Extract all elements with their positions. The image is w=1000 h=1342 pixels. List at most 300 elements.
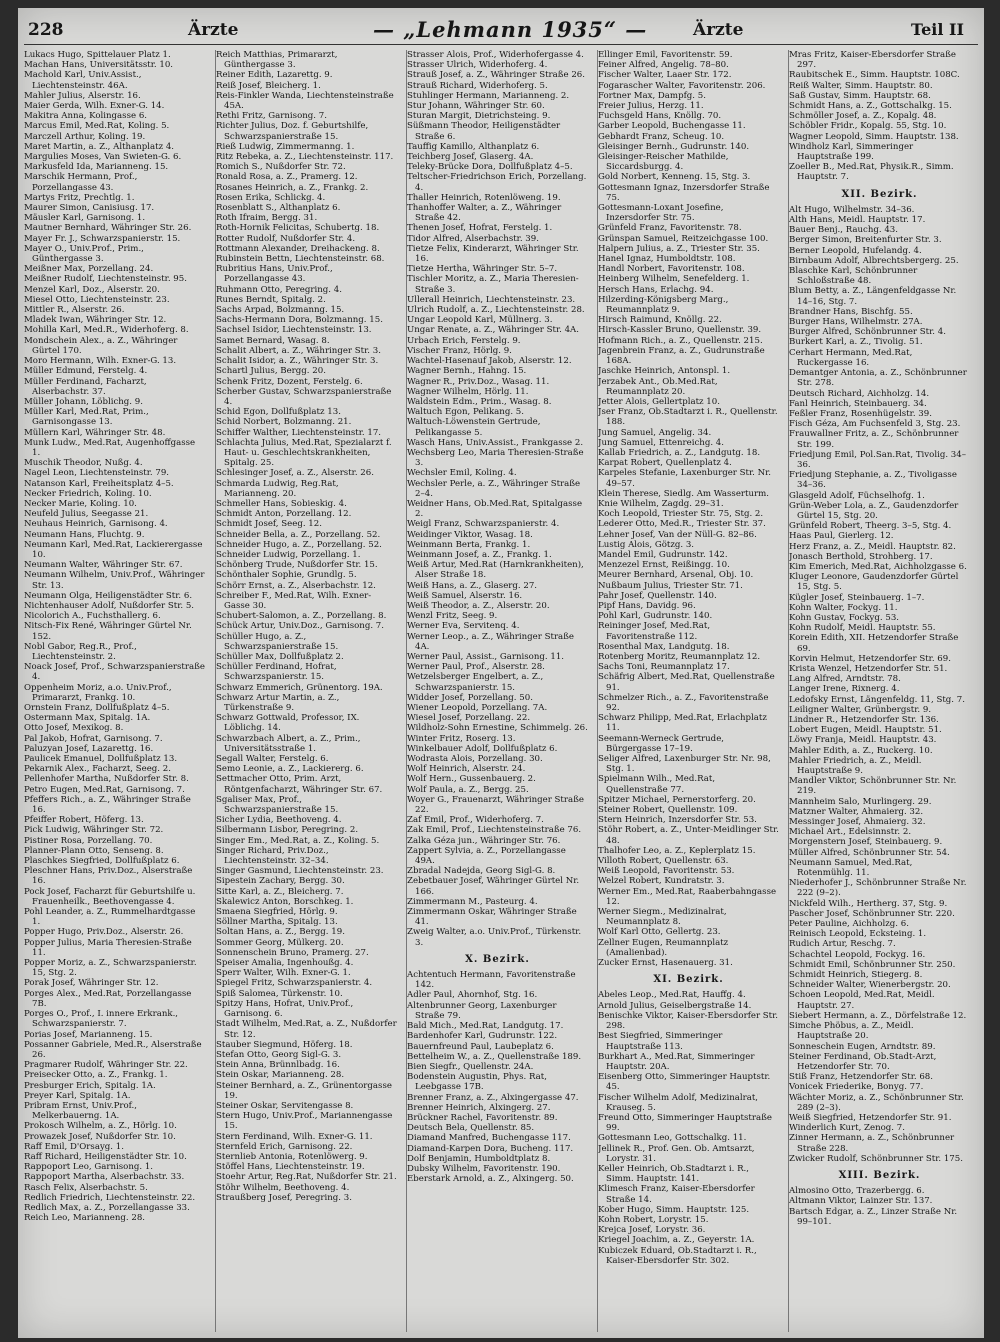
directory-entry: Schneider Walter, Wienerbergstr. 20. [789,980,951,991]
directory-entry: Spielmann Wilh., Med.Rat, Quellenstraße 77. [598,774,716,795]
directory-entry: Weiß Siegfried, Hetzendorfer Str. 91. [789,1112,952,1123]
directory-entry: Schwarz Gottwald, Professor, IX. Löblichg. 14. [216,713,360,734]
directory-entry: Thanhoffer Walter, a. Z., Währinger Straße 42. [407,203,562,224]
directory-entry: Steiner Ferdinand, Ob.Stadt-Arzt, Hetzendorfer Str. 70. [789,1051,937,1072]
directory-entry: Schmeller Hans, Sobieskig. 4. [216,498,347,509]
directory-entry: Schlesinger Josef, a. Z., Alserstr. 26. [216,468,374,479]
directory-entry: Teltscher-Friedrichson Erich, Porzellang. 4. [407,172,587,193]
directory-entry: Altmann Viktor, Lainzer Str. 137. [789,1196,933,1207]
directory-entry: Segall Walter, Ferstelg. 6. [216,754,329,765]
directory-entry: Lukacs Hugo, Spittelauer Platz 1. [24,50,171,60]
directory-entry: Neumann Karl, Med.Rat, Lackierergasse 10. [24,539,203,560]
directory-entry: Kim Emerich, Med.Rat, Aichholzgasse 6. [789,561,967,572]
directory-entry: Rotter Rudolf, Nußdorfer Str. 4. [216,233,356,244]
directory-entry: Diamand-Karpen Dora, Bucheng. 117. [407,1143,574,1154]
directory-entry: Zucker Ernst, Hasenauerg. 31. [598,958,733,969]
directory-entry: Spitzer Michael, Pernerstorferg. 20. [598,794,756,805]
directory-entry: Werner Paul, Prof., Alserstr. 28. [407,662,545,673]
directory-entry: Kubiczek Eduard, Ob.Stadtarzt i. R., Kaiser-Ebersdorfer Str. 302. [598,1245,757,1266]
directory-entry: Feiner Alfred, Angelig. 78–80. [598,60,729,71]
directory-entry: Menzel Karl, Doz., Alserstr. 20. [24,284,160,295]
directory-entry: Strauß Richard, Widerhoferg. 5. [407,80,548,91]
directory-entry: Krista Wenzel, Hetzendorfer Str. 51. [789,663,948,674]
directory-entry: Ellinger Emil, Favoritenstr. 59. [598,50,733,60]
directory-entry: Rethi Fritz, Garnisong. 7. [216,111,327,122]
directory-entry: Markusfeld Ida, Marianneng. 15. [24,162,169,173]
directory-entry: Pahr Josef, Quellenstr. 140. [598,590,717,601]
directory-entry: Freier Julius, Herzg. 11. [598,101,704,112]
directory-entry: Bien Siegfr., Quellenstr. 24A. [407,1061,534,1072]
directory-entry: Lustig Alois, Götzg. 3. [598,539,695,550]
directory-entry: Sgaliser Max, Prof., Schwarzspanierstraße 15. [216,794,339,816]
directory-entry: Hofmann Rich., a. Z., Quellenstr. 215. [598,335,763,346]
directory-entry: Wechsler Emil, Koling. 4. [407,468,517,479]
directory-entry: Pohl Leander, a. Z., Rummelhardtgasse 1. [24,907,196,928]
page-header [18,8,984,48]
directory-entry: Fischer Wilhelm Adolf, Medizinalrat, Krauseg. 5. [598,1092,759,1113]
directory-entry: Schubert-Salomon, a. Z., Porzellang. 8. [216,611,387,622]
directory-entry: Marcus Emil, Med.Rat, Koling. 5. [24,121,170,132]
directory-entry: Morgenstern Josef, Steinbauerg. 9. [789,837,943,848]
directory-entry: Pekarnik Alex., Facharzt, Seeg. 2. [24,764,171,775]
directory-entry: Simche Phöbus, a. Z., Meidl. Hauptstraße 20. [789,1021,914,1042]
directory-entry: Jetter Alois, Gellertplatz 10. [598,396,720,407]
directory-entry: Müller Ferdinand, Facharzt, Alserbachstr. 37. [24,376,147,397]
directory-entry: Zaf Emil, Prof., Widerhoferg. 7. [407,815,544,826]
directory-entry: Peter Pauline, Aichholzg. 6. [789,919,909,930]
directory-entry: Wolf Paula, a. Z., Bergg. 25. [407,784,529,795]
directory-entry: Schid Norbert, Bolzmanng. 21. [216,417,352,428]
directory-entry: Singer Gasmund, Liechtensteinstr. 23. [216,866,384,877]
directory-entry: Weigl Franz, Schwarzspanierstr. 4. [407,519,560,530]
directory-entry: Kriegel Joachim, a. Z., Geyerstr. 1A. [598,1235,755,1246]
page-number: 228 [28,20,64,40]
directory-entry: Nitsch-Fix René, Währinger Gürtel Nr. 152. [24,621,192,642]
directory-entry: Zoeller B., Med.Rat, Physik.R., Simm. Hauptstr. 7. [789,162,954,183]
directory-entry: Blaschke Karl, Schönbrunner Schloßstraße 48. [789,266,918,287]
directory-entry: Woyer G., Frauenarzt, Währinger Straße 22. [407,794,584,816]
directory-entry: Hanel Ignaz, Humboldtstr. 108. [598,254,736,265]
directory-entry: Grünfeld Robert, Theerg. 3–5, Stg. 4. [789,521,952,532]
directory-entry: Rosenblatt S., Althanplatz 6. [216,203,341,214]
directory-entry: Mannheim Salo, Murlingerg. 29. [789,796,932,807]
directory-entry: Smaena Siegfried, Hörlg. 9. [216,907,338,918]
directory-entry: Spitzy Hans, Hofrat, Univ.Prof., Garnisong. 6. [216,998,354,1020]
directory-entry: Werner Paul, Assist., Garnisong. 11. [407,651,565,662]
directory-entry: Mandel Emil, Gudrunstr. 142. [598,549,728,560]
directory-entry: Wildholz-Sohn Ernestine, Schimmelg. 26. [407,723,588,734]
directory-entry: Zbradal Nadejda, Georg Sigl-G. 8. [407,866,556,877]
directory-entry: Langer Irene, Rixnerg. 4. [789,684,900,695]
directory-entry: Müller Karl, Med.Rat, Prim., Garnisongasse 13. [24,407,149,428]
column-4 [597,50,779,1332]
directory-entry: Schönthaler Sophie, Grundlg. 5. [216,570,357,581]
directory-entry: Urbach Erich, Ferstelg. 9. [407,335,521,346]
directory-entry: Jerzabek Ant., Ob.Med.Rat, Reumannplatz 20. [598,376,718,397]
directory-entry: Jagenbrein Franz, a. Z., Gudrunstraße 168A. [598,345,765,367]
directory-entry: Zinner Hermann, a. Z., Schönbrunner Straße 228. [789,1133,955,1154]
directory-entry: Schmöller Josef, a. Z., Kopalg. 48. [789,111,937,122]
directory-entry: Fischer Walter, Laaer Str. 172. [598,70,732,81]
directory-entry: Tietze Felix, Kinderarzt, Währinger Str. 16. [407,243,579,265]
directory-entry: Petro Eugen, Med.Rat, Garnisong. 7. [24,784,185,795]
directory-entry: Ronald Rosa, a. Z., Pramerg. 12. [216,172,358,183]
directory-entry: Wächter Moriz, a. Z., Schönbrunner Str. 289 (2–3). [789,1092,964,1113]
directory-entry: Machold Karl, Univ.Assist., Liechtensteinstr. 46A. [24,70,142,91]
directory-entry: Burkhart A., Med.Rat, Simmeringer Hauptstr. 20A. [598,1051,755,1072]
directory-entry: Mahler Edith, a. Z., Ruckerg. 10. [789,745,933,756]
directory-entry: Karpat Robert, Quellenplatz 4. [598,458,732,469]
directory-entry: Feßler Franz, Rosenhügelstr. 39. [789,408,932,419]
directory-entry: Otto Josef, Mexikog. 8. [24,723,124,734]
directory-entry: Dolf Benjamin, Humboldtplatz 8. [407,1153,551,1164]
directory-entry: Zebetbauer Josef, Währinger Gürtel Nr. 166. [407,876,580,897]
directory-entry: Porias Josef, Marianneng. 15. [24,1029,153,1040]
directory-entry: Popper Hugo, Priv.Doz., Alserstr. 26. [24,927,184,938]
column-2 [215,50,397,1332]
directory-entry: Spiegel Fritz, Schwarzspanierstr. 4. [216,978,373,989]
directory-entry: Windholz Karl, Simmeringer Hauptstraße 199. [789,141,914,163]
directory-entry: Stoehr Artur, Reg.Rat, Nußdorfer Str. 21. [216,1172,397,1183]
directory-entry: Machan Hans, Universitätsstr. 10. [24,60,174,71]
directory-entry: Stöhr Wilhelm, Beethoveng. 4. [216,1182,350,1193]
directory-entry: Schörr Ernst, a. Z., Alserbachstr. 12. [216,580,376,591]
directory-entry: Maurer Simon, Canisiusg. 17. [24,203,155,214]
directory-entry: Kluger Leonore, Gaudenzdorfer Gürtel 15, Stg. 5. [789,572,959,593]
directory-entry: Rieß Ludwig, Zimmermanng. 1. [216,141,355,152]
directory-entry: Gottesmann-Loxant Josefine, Inzersdorfer Str. 75. [598,203,724,224]
directory-entry: Weiß Theodor, a. Z., Alserstr. 20. [407,600,550,611]
directory-entry: Reich Matthias, Primararzt, Günthergasse 3. [216,50,338,71]
directory-entry: Benischke Viktor, Kaiser-Ebersdorfer Str. 298. [598,1010,779,1032]
directory-entry: Neumann Olga, Heiligenstädter Str. 6. [24,590,193,601]
directory-entry: Müllern Karl, Währinger Str. 48. [24,427,166,438]
directory-entry: Pock Josef, Facharzt für Geburtshilfe u. Frauenheilk., Beethovengasse 4. [24,886,196,907]
directory-entry: Schönberg Trude, Nußdorfer Str. 15. [216,560,378,571]
directory-entry: Schmidt Josef, Seeg. 12. [216,519,322,530]
directory-entry: Presburger Erich, Spitalg. 1A. [24,1080,156,1091]
directory-entry: Raff Richard, Heiligenstädter Str. 10. [24,1151,187,1162]
directory-entry: Villoth Robert, Quellenstr. 63. [598,856,729,867]
directory-entry: Wachtel-Hasenauf Jakob, Alserstr. 12. [407,356,572,367]
directory-entry: Weiß Samuel, Alserstr. 16. [407,590,523,601]
directory-entry: Halpern Julius, a. Z., Triester Str. 35. [598,243,760,254]
directory-entry: Wolf Karl Otto, Gellertg. 23. [598,927,721,938]
directory-entry: Singer Em., Med.Rat, a. Z., Koling. 5. [216,835,380,846]
directory-entry: Lehner Josef, Van der Nüll-G. 82–86. [598,529,757,540]
directory-entry: Koch Leopold, Triester Str. 75, Stg. 2. [598,509,764,520]
directory-entry: Fisch Géza, Am Fuchsenfeld 3, Stg. 23. [789,419,961,430]
district-heading: XIII. Bezirk. [838,1169,921,1181]
directory-entry: Sicher Lydia, Beethoveng. 4. [216,815,342,826]
directory-entry: Pellenhofer Martha, Nußdorfer Str. 8. [24,774,189,785]
directory-entry: Wasch Hans, Univ.Assist., Frankgasse 2. [407,437,584,448]
directory-entry: Schneider Hugo, a. Z., Porzellang. 52. [216,539,382,550]
directory-entry: Seliger Alfred, Laxenburger Str. Nr. 98, Stg. 1. [598,754,771,775]
directory-entry: Porak Josef, Währinger Str. 12. [24,978,159,989]
directory-entry: Paluzyan Josef, Lazarettg. 16. [24,743,154,754]
directory-entry: Hirsch-Kassler Bruno, Quellenstr. 39. [598,325,762,336]
directory-entry: Pragmarer Rudolf, Währinger Str. 22. [24,1060,188,1071]
directory-entry: Sperr Walter, Wilh. Exner-G. 1. [216,968,351,979]
directory-entry: Wenzl Fritz, Seeg. 9. [407,611,498,622]
directory-entry: Schiffer Walther, Liechtensteinstr. 17. [216,427,382,438]
directory-entry: Settmacher Otto, Prim. Arzt, Röntgenfacharzt, Währinger Str. 67. [216,774,383,795]
directory-entry: Berner Leopold, Hufelandg. 4. [789,245,922,256]
directory-entry: Thaller Heinrich, Rotenlöweng. 19. [407,192,561,203]
directory-entry: Tischler Moritz, a. Z., Maria Theresien-Straße 3. [407,274,579,295]
directory-entry: Stern Ferdinand, Wilh. Exner-G. 11. [216,1131,373,1142]
directory-entry: Mautner Bernhard, Währinger Str. 26. [24,223,192,234]
directory-entry: Stern Heinrich, Inzersdorfer Str. 53. [598,815,757,826]
directory-entry: Margulies Moses, Van Swieten-G. 6. [24,152,182,163]
directory-entry: Mäusler Karl, Garnisong. 1. [24,213,146,224]
directory-entry: Oppenheim Moriz, a.o. Univ.Prof., Primararzt, Frankg. 10. [24,682,172,703]
directory-entry: Weinmann Josef, a. Z., Frankg. 1. [407,549,552,560]
directory-entry: Brenner Heinrich, Alxingerg. 27. [407,1102,551,1113]
directory-entry: Waltuch-Löwenstein Gertrude, Pelikangasse 5. [407,417,541,438]
directory-entry: Sonnenschein Bruno, Pramerg. 27. [216,947,369,958]
directory-entry: Rappoport Leo, Garnisong. 1. [24,1162,154,1173]
directory-entry: Diamand Manfred, Buchengasse 117. [407,1133,571,1144]
directory-entry: Gottesmann Ignaz, Inzersdorfer Straße 75. [598,182,770,203]
directory-entry: Teichberg Josef, Glaserg. 4A. [407,152,534,163]
directory-entry: Schalit Isidor, a. Z., Währinger Str. 3. [216,356,379,367]
directory-entry: Stöffel Hans, Liechtensteinstr. 19. [216,1162,365,1173]
district-heading: XI. Bezirk. [653,974,724,986]
directory-entry: Schmidt Emil, Schönbrunner Str. 250. [789,959,956,970]
directory-entry: Martys Fritz, Prechtlg. 1. [24,192,135,203]
directory-entry: Reinisch Leopold, Ecksteing. 1. [789,929,927,940]
directory-entry: Roth-Hornik Felicitas, Schubertg. 18. [216,223,380,234]
directory-entry: Zalka Géza jun., Währinger Str. 76. [407,835,561,846]
directory-entry: Rotenberg Moritz, Reumannplatz 12. [598,651,761,662]
directory-entry: Lobert Eugen, Meidl. Hauptstr. 51. [789,725,942,736]
directory-entry: Altenbrunner Georg, Laxenburger Straße 79. [407,1000,557,1021]
directory-entry: Rubritius Hans, Univ.Prof., Porzellangasse 43. [216,264,333,285]
directory-entry: Rosen Erika, Schlickg. 4. [216,192,326,203]
directory-entry: Teleky-Brücke Dora, Dollfußplatz 4–5. [407,162,573,173]
directory-entry: Mladek Iwan, Währinger Str. 12. [24,315,167,326]
directory-entry: Kohn Gustav, Fockyg. 53. [789,612,900,623]
directory-entry: Marschik Hermann, Prof., Porzellangasse 43. [24,172,138,193]
directory-entry: Kallab Friedrich, a. Z., Landgutg. 18. [598,447,761,458]
directory-page [18,8,984,1338]
directory-entry: Fortner Max, Dampfg. 5. [598,90,706,101]
directory-entry: Bald Mich., Med.Rat, Landgutg. 17. [407,1021,564,1032]
directory-entry: Abeles Leop., Med.Rat, Hauffg. 4. [598,990,746,1001]
directory-entry: Wechsberg Leo, Maria Theresien-Straße 3. [407,447,584,469]
directory-entry: Sternlieb Antonia, Rotenlöwerg. 9. [216,1151,368,1162]
directory-entry: Schüller Max, Dollfußplatz 2. [216,651,344,662]
directory-entry: Pal Jakob, Hofrat, Garnisong. 7. [24,733,163,744]
part-label: Teil II [911,20,964,39]
directory-entry: Preyer Karl, Spitalg. 1A. [24,1090,131,1101]
directory-entry: Bodenstein Augustin, Phys. Rat, Leebgasse 17B. [407,1072,547,1093]
directory-entry: Pribram Ernst, Univ.Prof., Melkerbauerng. 1A. [24,1100,137,1122]
directory-entry: Mayer O., Univ.Prof., Prim., Günthergasse 3. [24,243,144,265]
directory-entry: Neumann Samuel, Med.Rat, Rotenmühlg. 11. [789,857,913,879]
directory-entry: Kohn Walter, Fockyg. 11. [789,602,898,613]
directory-entry: Reiß Walter, Simm. Hauptstr. 80. [789,80,933,91]
directory-entry: Ungar Leopold Karl, Müllnerg. 3. [407,315,553,326]
district-heading: XII. Bezirk. [841,188,918,200]
directory-entry: Bauernfreund Paul, Laubeplatz 6. [407,1041,554,1052]
directory-entry: Birnbaum Adolf, Albrechtsbergerg. 25. [789,255,959,266]
directory-entry: Schachtel Leopold, Fockyg. 16. [789,949,926,960]
directory-entry: Wagner Leopold, Simm. Hauptstr. 138. [789,131,959,142]
directory-entry: Mohilla Karl, Med.R., Widerhoferg. 8. [24,325,189,336]
directory-entry: Korvin Helmut, Hetzendorfer Str. 69. [789,653,951,664]
directory-entry: Seemann-Werneck Gertrude, Bürgergasse 17–19. [598,733,725,754]
directory-entry: Schmarda Ludwig, Reg.Rat, Marianneng. 20. [216,478,339,499]
directory-entry: Pascher Josef, Schönbrunner Str. 220. [789,908,955,919]
directory-entry: Richter Julius, Doz. f. Geburtshilfe, Schwarzspanierstraße 15. [216,121,369,142]
directory-entry: Paulicek Emanuel, Dollfußplatz 13. [24,754,178,765]
directory-entry: Planner-Plann Otto, Senseng. 8. [24,845,164,856]
directory-entry: Zweig Walter, a.o. Univ.Prof., Türkenstr. 3. [407,927,582,948]
directory-entry: Best Siegfried, Simmeringer Hauptstraße 113. [598,1031,723,1052]
directory-entry: Sonneschein Eugen, Arndtstr. 89. [789,1041,936,1052]
directory-entry: Meurer Bernhard, Arsenal, Obj. 10. [598,570,754,581]
directory-entry: Tidor Alfred, Alserbachstr. 39. [407,233,539,244]
directory-entry: Nobl Gabor, Reg.R., Prof., Liechtensteinstr. 2. [24,641,137,662]
directory-entry: Almosino Otto, Trazerbergg. 6. [789,1186,925,1197]
directory-entry: Muschik Theodor, Nußg. 4. [24,458,143,469]
directory-entry: Prokosch Wilhelm, a. Z., Hörlg. 10. [24,1121,177,1132]
directory-entry: Schmidt Hans, a. Z., Gottschalkg. 15. [789,101,952,112]
directory-entry: Weiß Artur, Med.Rat (Harnkrankheiten), Alser Straße 18. [407,560,584,581]
directory-entry: Niederhofer J., Schönbrunner Straße Nr. 222 (9–2). [789,878,967,899]
directory-entry: Gleisinger-Reischer Mathilde, Siccardsburgg. 4. [598,152,729,173]
directory-entry: Ritz Rebeka, a. Z., Liechtensteinstr. 117. [216,152,394,163]
publication-title: — „Lehmann 1935“ — [373,17,648,42]
directory-entry: Mahler Julius, Alserstr. 16. [24,90,141,101]
directory-entry: Burkert Karl, a. Z., Tivolig. 51. [789,337,923,348]
directory-entry: Schwarz Emmerich, Grünentorg. 19A. [216,682,383,693]
directory-entry: Schenk Fritz, Dozent, Ferstelg. 6. [216,376,363,387]
directory-entry: Tietze Hertha, Währinger Str. 5–7. [407,264,558,275]
directory-entry: Thalhofer Leo, a. Z., Keplerplatz 15. [598,845,756,856]
directory-entry: Friedjung Emil, Pol.San.Rat, Tivolig. 34–36. [789,449,967,470]
directory-entry: Waltuch Egon, Pelikang. 5. [407,407,524,418]
directory-entry: Ulrich Rudolf, a. Z., Liechtensteinstr. 28. [407,305,585,316]
directory-entry: Herz Franz, a. Z., Meidl. Hauptstr. 82. [789,541,956,552]
directory-entry: Sachsel Isidor, Liechtensteinstr. 13. [216,325,372,336]
directory-entry: Munk Ludw., Med.Rat, Augenhoffgasse 1. [24,437,196,458]
directory-entry: Rappoport Martha, Alserbachstr. 33. [24,1172,185,1183]
directory-entry: Hirsch Raimund, Knöllg. 22. [598,315,722,326]
directory-entry: Prowazek Josef, Nußdorfer Str. 10. [24,1131,176,1142]
directory-entry: Hersch Hans, Erlachg. 94. [598,284,714,295]
directory-entry: Strauß Josef, a. Z., Währinger Straße 26. [407,70,585,81]
directory-entry: Freund Otto, Simmeringer Hauptstraße 99. [598,1112,772,1134]
directory-entry: Jonasch Berthold, Strohberg. 17. [789,551,933,562]
directory-entry: Matzner Walter, Ahmaierg. 32. [789,806,924,817]
directory-entry: Skalewicz Anton, Borschkeg. 1. [216,896,354,907]
directory-entry: Weiß Leopold, Favoritenstr. 53. [598,866,735,877]
directory-entry: Dubsky Wilhelm, Favoritenstr. 190. [407,1163,561,1174]
directory-entry: Mandler Viktor, Schönbrunner Str. Nr. 219. [789,776,957,797]
directory-entry: Ornstein Franz, Dollfußplatz 4–5. [24,703,170,713]
directory-entry: Noack Josef, Prof., Schwarzspanierstraße 4. [24,662,205,683]
directory-entry: Handl Norbert, Favoritenstr. 108. [598,264,745,275]
directory-entry: Lang Alfred, Arndtstr. 78. [789,674,901,685]
directory-entry: Meißner Rudolf, Liechtensteinstr. 95. [24,274,187,285]
directory-entry: Singer Richard, Priv.Doz., Liechtensteinstr. 32–34. [216,845,329,867]
directory-entry: Zak Emil, Prof., Liechtensteinstraße 76. [407,825,582,836]
directory-entry: Müller Edmund, Ferstelg. 4. [24,366,148,377]
directory-entry: Maret Martin, a. Z., Althanplatz 4. [24,141,175,152]
directory-entry: Samet Bernard, Wasag. 8. [216,335,330,346]
directory-entry: Stöhr Robert, a. Z., Unter-Meidlinger Str. 48. [598,825,779,846]
column-3 [406,50,588,1332]
directory-entry: Schid Egon, Dollfußplatz 13. [216,407,341,418]
directory-entry: Porges Alex., Med.Rat, Porzellangasse 7B. [24,988,192,1009]
directory-entry: Saß Gustav, Simm. Hauptstr. 68. [789,90,931,101]
directory-entry: Preisecker Otto, a. Z., Frankg. 1. [24,1070,168,1081]
directory-entry: Schartl Julius, Bergg. 20. [216,366,326,377]
directory-entry: Bauer Benj., Rauchg. 43. [789,225,898,236]
directory-entry: Weiß Hans, a. Z., Glaserg. 27. [407,580,538,591]
directory-entry: Gottesmann Leo, Gottschalkg. 11. [598,1133,747,1144]
directory-entry: Eberstark Arnold, a. Z., Alxingerg. 50. [407,1174,574,1185]
directory-entry: Soltan Hans, a. Z., Bergg. 19. [216,927,345,938]
directory-entry: Ledofsky Ernst, Längenfeldg. 11, Stg. 7. [789,694,965,705]
directory-entry: Scherber Gustav, Schwarzspanierstraße 4. [216,386,392,407]
directory-entry: Schneider Ludwig, Porzellang. 1. [216,549,361,560]
directory-entry: Ullerall Heinrich, Liechtensteinstr. 23. [407,294,576,305]
directory-entry: Brückner Rachel, Favoritenstr. 89. [407,1112,558,1123]
directory-entry: Weidner Hans, Ob.Med.Rat, Spitalgasse 2. [407,498,583,520]
directory-entry: Rottmann Alexander, Dreihackeng. 8. [216,243,380,254]
directory-entry: Straußberg Josef, Peregring. 3. [216,1192,352,1203]
directory-entry: Steiner Bernhard, a. Z., Grünentorgasse 19. [216,1080,392,1101]
directory-entry: Redlich Friedrich, Liechtensteinstr. 22. [24,1192,196,1203]
directory-entry: Deutsch Richard, Aichholzg. 14. [789,388,930,399]
directory-entry: Zappert Sylvia, a. Z., Porzellangasse 49A. [407,845,566,867]
directory-entry: Grünfeld Franz, Favoritenstr. 78. [598,223,742,234]
directory-entry: Romich S., Nußdorfer Str. 72. [216,162,346,173]
directory-entry: Raff Emil, D'Orsayg. 1. [24,1141,124,1152]
directory-entry: Garber Leopold, Buchengasse 11. [598,121,746,132]
directory-entry: Natanson Karl, Freiheitsplatz 4–5. [24,478,174,489]
directory-entry: Pipf Hans, Davidg. 96. [598,600,696,611]
directory-entry: Burger Alfred, Schönbrunner Str. 4. [789,327,946,338]
directory-entry: Werner Leop., a. Z., Währinger Straße 4A. [407,631,575,652]
directory-entry: Lederer Otto, Med.R., Triester Str. 37. [598,519,766,530]
directory-entry: Rudich Artur, Reschg. 7. [789,939,896,950]
directory-entry: Werner Siegm., Medizinalrat, Neumannplatz 8. [598,907,727,928]
district-heading: X. Bezirk. [465,953,530,965]
directory-entry: Wiesel Josef, Porzellang. 22. [407,713,531,724]
directory-entry: Steiner Robert, Quellenstr. 109. [598,805,738,816]
directory-entry: Sachs Arpad, Bolzmanng. 15. [216,305,345,316]
directory-entry: Korein Edith, XII. Hetzendorfer Straße 69. [789,633,959,654]
directory-entry: Pfeffers Rich., a. Z., Währinger Straße 16. [24,794,191,816]
directory-entry: Stein Oskar, Marianneng. 28. [216,1070,345,1081]
directory-entry: Reiner Edith, Lazarettg. 9. [216,70,333,81]
directory-entry: Welzel Robert, Kundratstr. 3. [598,876,725,887]
directory-entry: Ruhmann Otto, Peregring. 4. [216,284,342,295]
directory-entry: Menzezel Ernst, Reißingg. 10. [598,560,730,571]
right-heading: Ärzte [693,20,744,40]
directory-entry: Schalit Albert, a. Z., Währinger Str. 3. [216,345,381,356]
directory-entry: Stadt Wilhelm, Med.Rat, a. Z., Nußdorfer Str. 12. [216,1019,397,1040]
directory-entry: Schwarz Philipp, Med.Rat, Erlachplatz 11. [598,713,767,734]
directory-entry: Thenen Josef, Hofrat, Ferstelg. 1. [407,223,553,234]
directory-entry: Stur Johann, Währinger Str. 60. [407,101,545,112]
